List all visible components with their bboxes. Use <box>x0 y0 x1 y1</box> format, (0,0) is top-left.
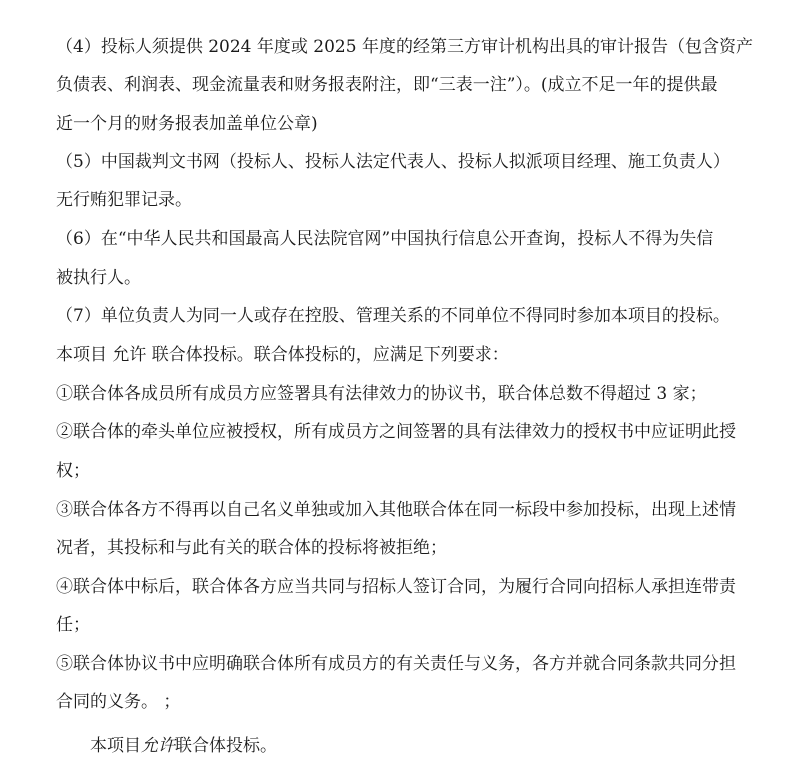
paragraph-5-line-2: 无行贿犯罪记录。 <box>56 190 192 210</box>
consortium-intro: 本项目 允许 联合体投标。联合体投标的，应满足下列要求： <box>56 345 509 365</box>
requirement-1: ①联合体各成员所有成员方应签署具有法律效力的协议书，联合体总数不得超过 3 家； <box>56 384 707 404</box>
requirement-4-line-2: 任； <box>56 615 90 635</box>
paragraph-4-line-1: （4）投标人须提供 2024 年度或 2025 年度的经第三方审计机构出具的审计报告（包含资产 <box>56 37 753 57</box>
paragraph-5-line-1: （5）中国裁判文书网（投标人、投标人法定代表人、投标人拟派项目经理、施工负责人） <box>56 152 730 172</box>
closing-prefix: 本项目 <box>90 736 141 756</box>
paragraph-6-line-1: （6）在“中华人民共和国最高人民法院官网”中国执行信息公开查询，投标人不得为失信 <box>56 229 714 249</box>
requirement-3-line-2: 况者，其投标和与此有关的联合体的投标将被拒绝； <box>56 538 447 558</box>
requirement-5-line-1: ⑤联合体协议书中应明确联合体所有成员方的有关责任与义务，各方并就合同条款共同分担 <box>56 654 736 674</box>
requirement-5-line-2: 合同的义务。 ； <box>56 692 181 712</box>
paragraph-7-line-1: （7）单位负责人为同一人或存在控股、管理关系的不同单位不得同时参加本项目的投标。 <box>56 306 730 326</box>
requirement-3-line-1: ③联合体各方不得再以自己名义单独或加入其他联合体在同一标段中参加投标，出现上述情 <box>56 500 736 520</box>
requirement-4-line-1: ④联合体中标后，联合体各方应当共同与招标人签订合同，为履行合同向招标人承担连带责 <box>56 577 736 597</box>
closing-emphasis: 允许 <box>141 736 175 756</box>
paragraph-4-line-2: 负债表、利润表、现金流量表和财务报表附注，即“三表一注”）。(成立不足一年的提供最 <box>56 75 718 95</box>
paragraph-6-line-2: 被执行人。 <box>56 268 141 288</box>
requirement-2-line-2: 权； <box>56 461 90 481</box>
requirement-2-line-1: ②联合体的牵头单位应被授权，所有成员方之间签署的具有法律效力的授权书中应证明此授 <box>56 422 736 442</box>
closing-suffix: 联合体投标。 <box>175 736 277 756</box>
paragraph-4-line-3: 近一个月的财务报表加盖单位公章) <box>56 114 318 134</box>
closing-statement <box>90 736 277 756</box>
